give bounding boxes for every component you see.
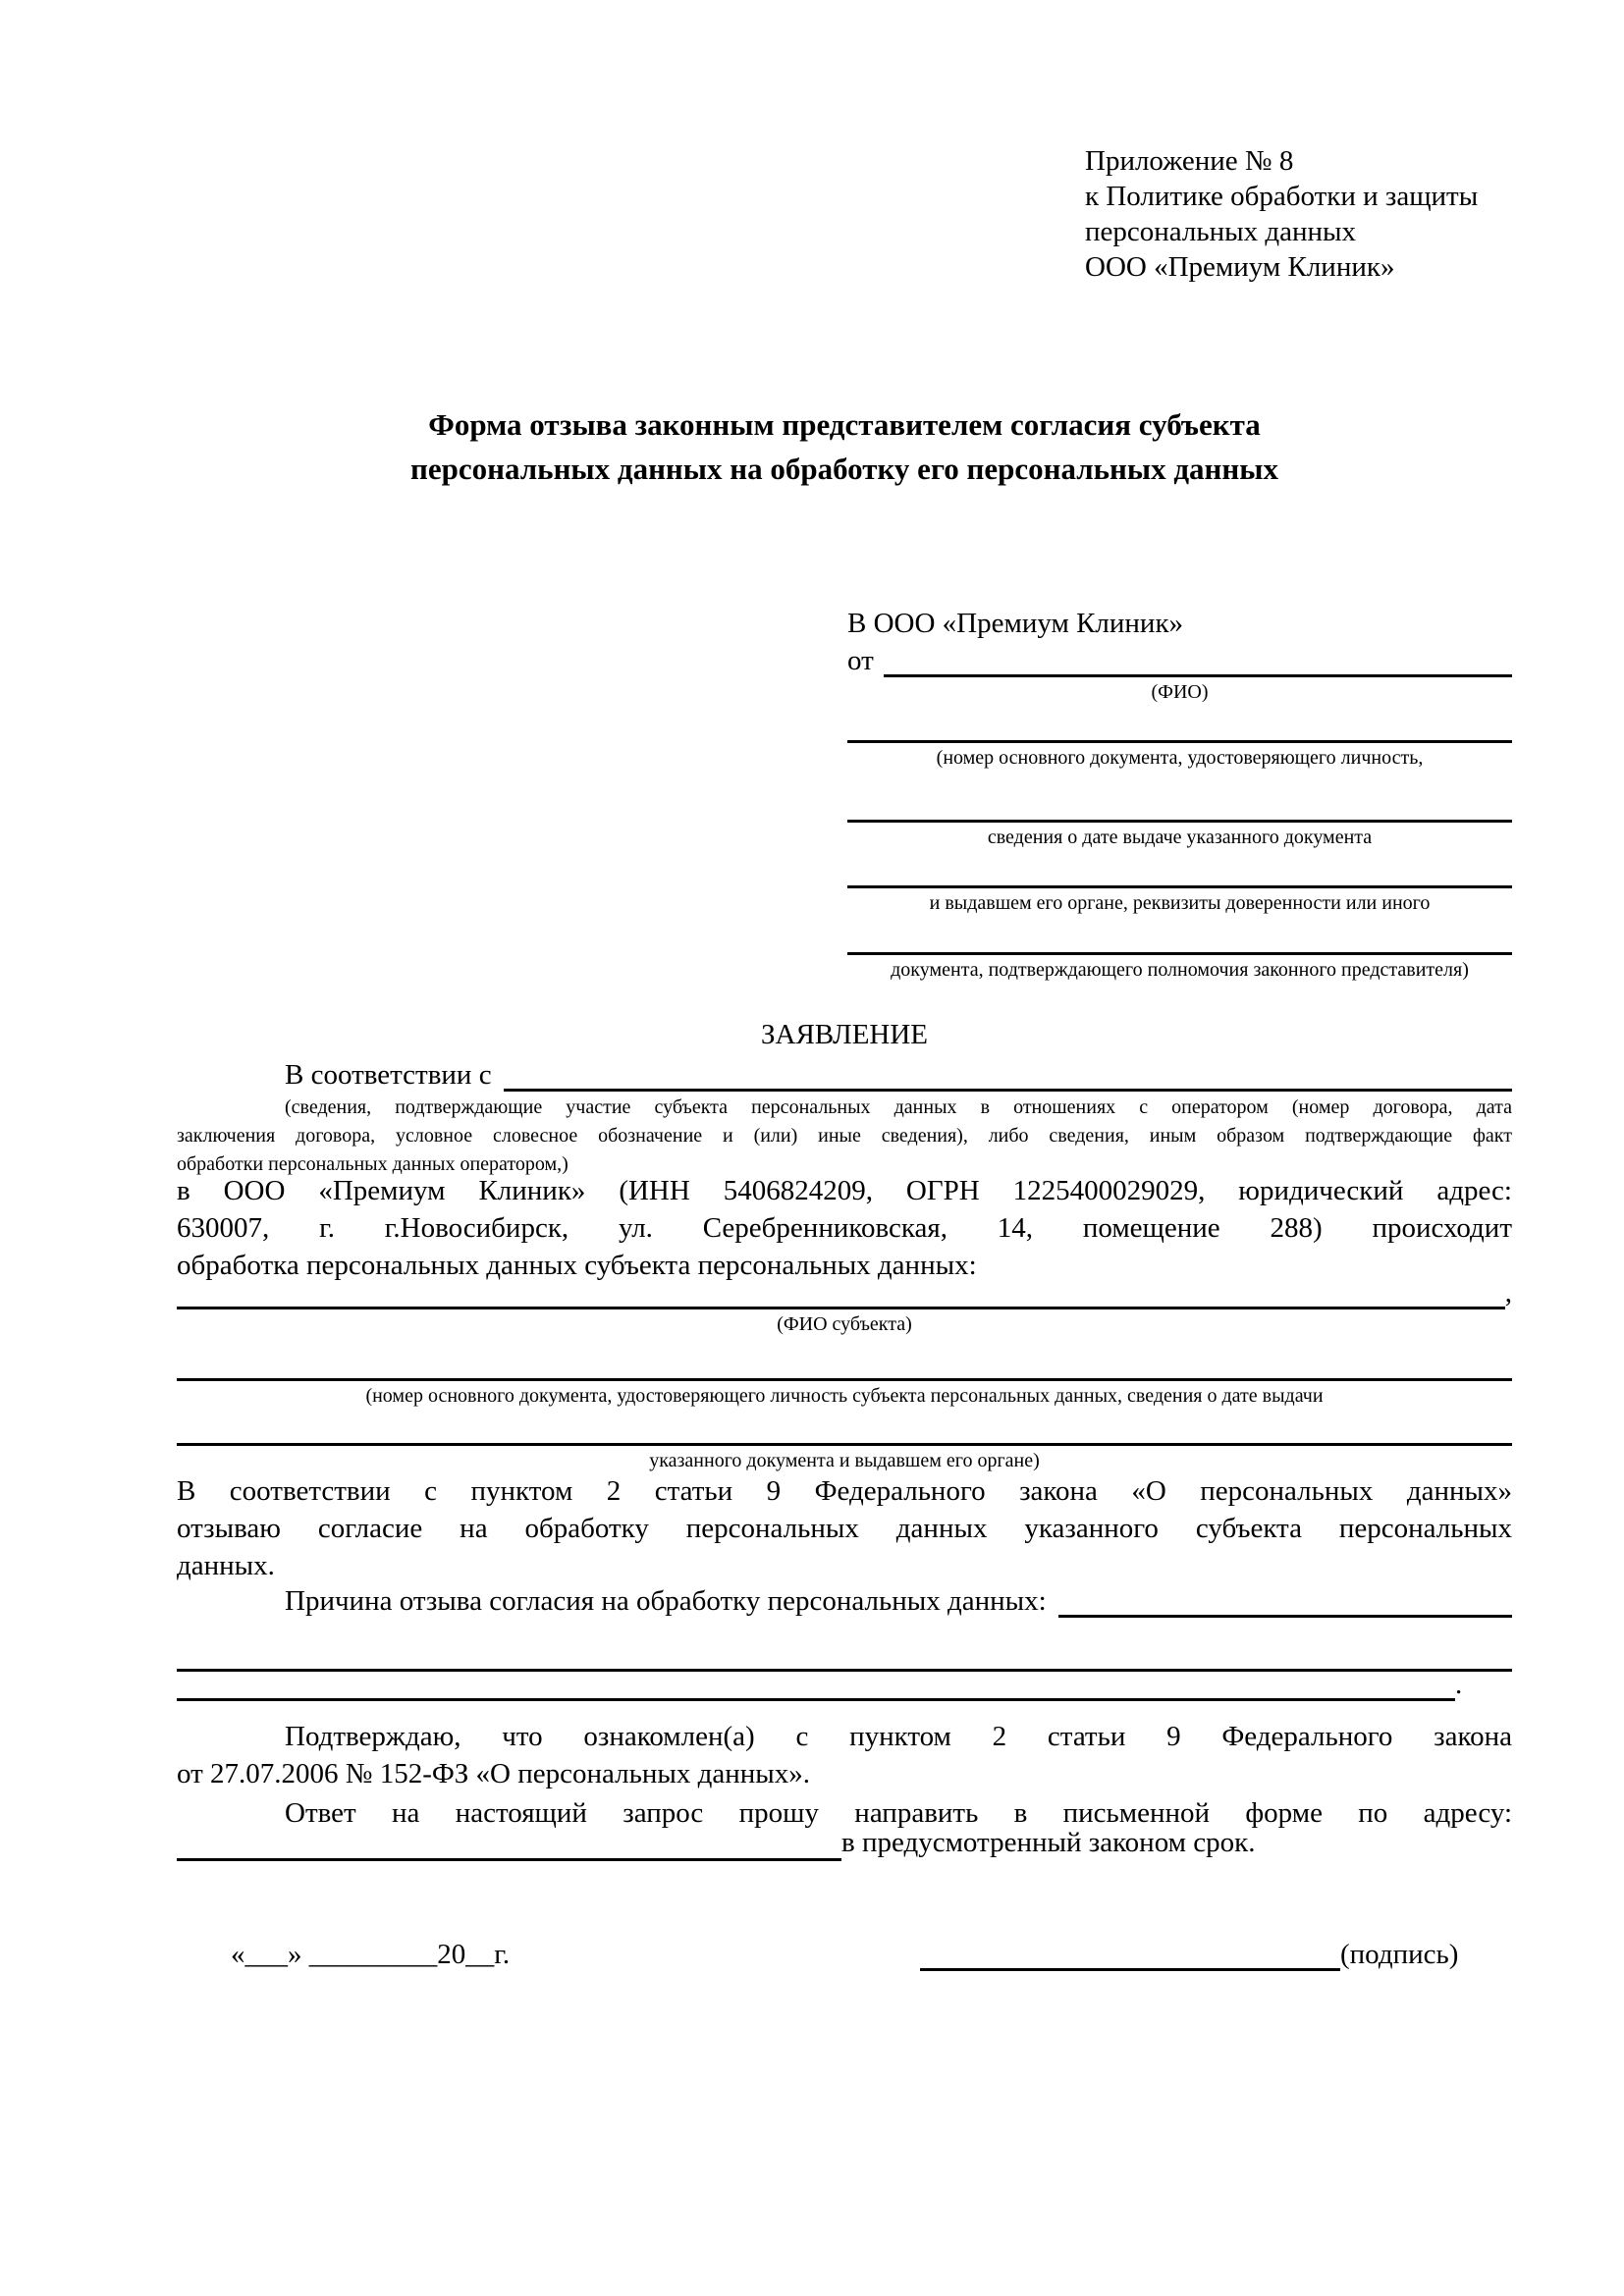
- reason-label: Причина отзыва согласия на обработку персональных данных:: [285, 1585, 1047, 1617]
- appendix-line-1: Приложение № 8: [1085, 145, 1294, 177]
- applicant-doc-line-4[interactable]: [847, 916, 1512, 955]
- document-title-line-2: персональных данных на обработку его персональных данных: [410, 452, 1278, 486]
- basis-caption-line-2: заключения договора, условное словесное обозначение и (или) иные сведения), либо сведения, иным образом подтверждающие факт: [177, 1125, 1512, 1147]
- withdrawal-paragraph: [177, 1472, 1512, 1584]
- date-field[interactable]: «___» _________20__г.: [231, 1939, 511, 1970]
- operator-paragraph-line-1: в ООО «Премиум Клиник» (ИНН 5406824209, ОГРН 1225400029029, юридический адрес:: [177, 1175, 1512, 1206]
- footer-row: [177, 1936, 1512, 1975]
- withdrawal-line-1: В соответствии с пунктом 2 статьи 9 Федерального закона «О персональных данных»: [177, 1475, 1512, 1507]
- applicant-doc-caption-4: документа, подтверждающего полномочия законного представителя): [891, 959, 1469, 981]
- appendix-line-2: к Политике обработки и защиты: [1085, 181, 1479, 212]
- reason-trailing-period: .: [1455, 1669, 1463, 1700]
- confirm-line-1: Подтверждаю, что ознакомлен(а) с пунктом 2 статьи 9 Федерального закона: [285, 1721, 1512, 1752]
- recipient-block: [847, 605, 1512, 983]
- subject-fio-comma: ,: [1504, 1277, 1512, 1308]
- reply-line-1: Ответ на настоящий запрос прошу направить в письменной форме по адресу:: [285, 1797, 1512, 1829]
- confirm-line-2: от 27.07.2006 № 152-ФЗ «О персональных данных».: [177, 1758, 811, 1789]
- operator-paragraph: [177, 1172, 1512, 1284]
- subject-doc-caption-2: указанного документа и выдавшем его органе): [649, 1450, 1040, 1471]
- reply-tail: в предусмотренный законом срок.: [841, 1827, 1256, 1858]
- subject-fio-caption: (ФИО субъекта): [777, 1313, 912, 1335]
- withdrawal-line-2: отзываю согласие на обработку персональных данных указанного субъекта персональных: [177, 1513, 1512, 1544]
- basis-prefix: В соответствии с: [285, 1059, 492, 1091]
- applicant-doc-line-1[interactable]: [847, 705, 1512, 743]
- appendix-line-3: персональных данных: [1085, 216, 1357, 247]
- withdrawal-line-3: данных.: [177, 1550, 275, 1581]
- applicant-doc-line-2[interactable]: [847, 771, 1512, 823]
- applicant-doc-caption-1: (номер основного документа, удостоверяющего личность,: [936, 747, 1424, 769]
- basis-input-line[interactable]: [504, 1089, 1512, 1092]
- reason-input-line[interactable]: [1058, 1615, 1512, 1618]
- subject-doc-line-1[interactable]: [177, 1337, 1512, 1381]
- operator-paragraph-line-2: 630007, г. г.Новосибирск, ул. Серебренниковская, 14, помещение 288) происходит: [177, 1212, 1512, 1244]
- basis-caption-line-1: (сведения, подтверждающие участие субъекта персональных данных в отношениях с оператором (номер договора, дата: [285, 1096, 1512, 1118]
- reply-address-line[interactable]: [177, 1858, 841, 1861]
- subject-doc-line-2[interactable]: [177, 1409, 1512, 1446]
- fio-caption: (ФИО): [1151, 681, 1209, 703]
- subject-block: [177, 1278, 1512, 1473]
- document-title-line-1: Форма отзыва законным представителем согласия субъекта: [428, 407, 1261, 442]
- signature-line[interactable]: [920, 1939, 1340, 1971]
- reason-extra-line-2[interactable]: [177, 1698, 1455, 1701]
- subject-doc-caption-1: (номер основного документа, удостоверяющего личность субъекта персональных данных, сведения о дате выдачи: [365, 1385, 1324, 1407]
- statement-heading: ЗАЯВЛЕНИЕ: [760, 1019, 929, 1050]
- reason-extra-line-1[interactable]: [177, 1629, 1512, 1672]
- applicant-fio-line[interactable]: [884, 674, 1512, 677]
- reply-paragraph: [177, 1794, 1512, 1861]
- subject-fio-line[interactable]: [177, 1307, 1505, 1309]
- applicant-doc-caption-3: и выдавшем его органе, реквизиты доверенности или иного: [929, 892, 1431, 914]
- recipient-org: В ООО «Премиум Клиник»: [847, 608, 1184, 639]
- appendix-line-4: ООО «Премиум Клиник»: [1085, 251, 1395, 283]
- appendix-note: [1085, 143, 1537, 285]
- basis-caption: [177, 1094, 1512, 1179]
- operator-paragraph-line-3: обработка персональных данных субъекта персональных данных:: [177, 1250, 977, 1281]
- from-label: от: [847, 645, 874, 676]
- applicant-doc-line-3[interactable]: [847, 850, 1512, 888]
- confirm-paragraph: [177, 1718, 1512, 1792]
- document-title: [177, 402, 1512, 491]
- basis-caption-line-3: обработки персональных данных оператором,): [177, 1153, 568, 1175]
- signature-caption: (подпись): [1340, 1939, 1459, 1970]
- applicant-doc-caption-2: сведения о дате выдаче указанного документа: [987, 827, 1373, 848]
